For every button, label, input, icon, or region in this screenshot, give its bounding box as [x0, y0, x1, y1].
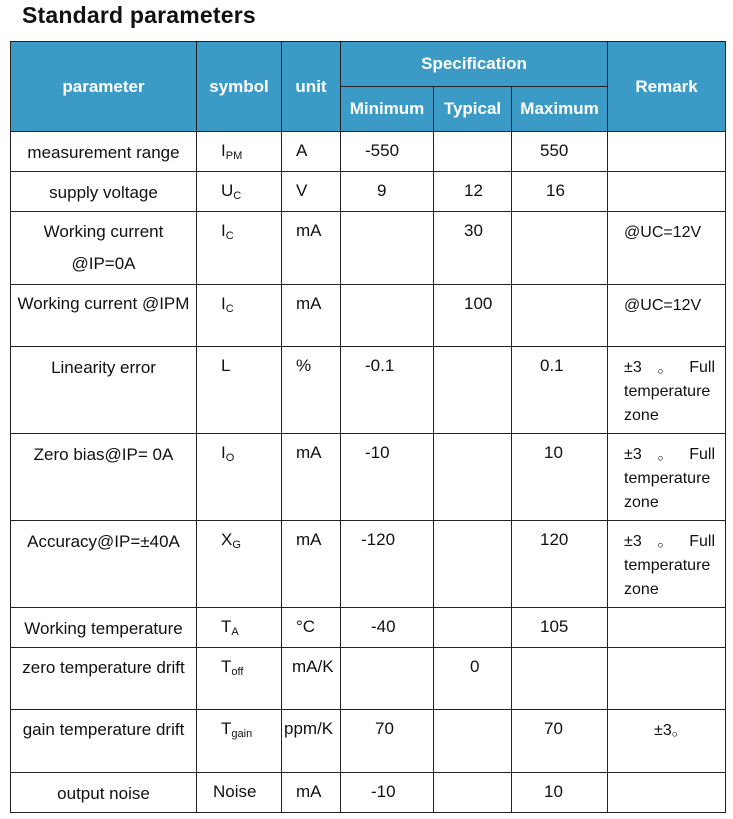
cell-maximum: 10 — [512, 773, 608, 813]
cell-typical: 0 — [434, 648, 512, 710]
cell-maximum: 70 — [512, 710, 608, 773]
cell-remark — [608, 172, 726, 212]
table-row — [11, 172, 726, 212]
cell-remark — [608, 608, 726, 648]
cell-remark — [608, 132, 726, 172]
cell-minimum: -10 — [341, 773, 434, 813]
page-title: Standard parameters — [22, 2, 256, 28]
table-row — [11, 521, 726, 608]
cell-typical — [434, 434, 512, 521]
cell-typical: 100 — [434, 285, 512, 347]
cell-symbol: IPM — [197, 132, 282, 172]
cell-minimum: -550 — [341, 132, 434, 172]
cell-parameter: Linearity error — [11, 347, 197, 434]
cell-typical: 30 — [434, 212, 512, 285]
cell-parameter: gain temperature drift — [11, 710, 197, 773]
cell-typical — [434, 773, 512, 813]
table-row — [11, 608, 726, 648]
cell-parameter: measurement range — [11, 132, 197, 172]
cell-minimum: -40 — [341, 608, 434, 648]
cell-unit: mA — [282, 285, 341, 347]
header-parameter: parameter — [11, 42, 197, 132]
cell-minimum — [341, 285, 434, 347]
cell-unit: mA — [282, 434, 341, 521]
table-row — [11, 434, 726, 521]
cell-remark: @UC=12V — [608, 285, 726, 347]
cell-maximum: 550 — [512, 132, 608, 172]
cell-typical — [434, 710, 512, 773]
cell-unit: V — [282, 172, 341, 212]
header-minimum: Minimum — [341, 87, 434, 132]
cell-unit: % — [282, 347, 341, 434]
table-row — [11, 132, 726, 172]
cell-symbol: XG — [197, 521, 282, 608]
table-row — [11, 285, 726, 347]
cell-minimum — [341, 648, 434, 710]
cell-symbol: UC — [197, 172, 282, 212]
cell-symbol: IC — [197, 285, 282, 347]
cell-maximum — [512, 212, 608, 285]
cell-symbol: IC — [197, 212, 282, 285]
cell-symbol: Tgain — [197, 710, 282, 773]
cell-unit: A — [282, 132, 341, 172]
cell-remark — [608, 773, 726, 813]
cell-maximum: 105 — [512, 608, 608, 648]
cell-parameter: zero temperature drift — [11, 648, 197, 710]
header-specification: Specification — [341, 42, 608, 87]
cell-symbol: TA — [197, 608, 282, 648]
cell-remark: ±3 。 Full temperature zone — [608, 434, 726, 521]
table-row — [11, 347, 726, 434]
cell-remark: ±3 。 Full temperature zone — [608, 347, 726, 434]
header-remark: Remark — [608, 42, 726, 132]
cell-unit: mA — [282, 773, 341, 813]
cell-maximum: 120 — [512, 521, 608, 608]
cell-remark — [608, 648, 726, 710]
cell-remark: ±3 。 Full temperature zone — [608, 521, 726, 608]
table-row — [11, 212, 726, 285]
cell-maximum — [512, 648, 608, 710]
cell-minimum — [341, 212, 434, 285]
cell-symbol: L — [197, 347, 282, 434]
cell-parameter: output noise — [11, 773, 197, 813]
cell-typical — [434, 132, 512, 172]
cell-minimum: -0.1 — [341, 347, 434, 434]
cell-remark: @UC=12V — [608, 212, 726, 285]
cell-unit: ppm/K — [282, 710, 341, 773]
cell-symbol: IO — [197, 434, 282, 521]
cell-typical — [434, 347, 512, 434]
cell-parameter: Working temperature — [11, 608, 197, 648]
header-maximum: Maximum — [512, 87, 608, 132]
cell-minimum: -10 — [341, 434, 434, 521]
table-row — [11, 648, 726, 710]
cell-typical — [434, 608, 512, 648]
table-row — [11, 710, 726, 773]
cell-symbol: Toff — [197, 648, 282, 710]
header-symbol: symbol — [197, 42, 282, 132]
cell-parameter: Accuracy@IP=±40A — [11, 521, 197, 608]
header-typical: Typical — [434, 87, 512, 132]
header-unit: unit — [282, 42, 341, 132]
cell-minimum: -120 — [341, 521, 434, 608]
cell-typical: 12 — [434, 172, 512, 212]
parameters-table — [10, 41, 726, 813]
cell-minimum: 9 — [341, 172, 434, 212]
cell-maximum: 10 — [512, 434, 608, 521]
cell-maximum: 16 — [512, 172, 608, 212]
cell-typical — [434, 521, 512, 608]
cell-symbol: Noise — [197, 773, 282, 813]
cell-unit: mA/K — [282, 648, 341, 710]
cell-parameter: Working current @IP=0A — [11, 212, 197, 285]
cell-unit: mA — [282, 212, 341, 285]
cell-parameter: Zero bias@IP= 0A — [11, 434, 197, 521]
cell-maximum: 0.1 — [512, 347, 608, 434]
table-row — [11, 773, 726, 813]
cell-remark: ±3。 — [608, 710, 726, 773]
cell-parameter: Working current @IPM — [11, 285, 197, 347]
cell-unit: °C — [282, 608, 341, 648]
cell-parameter: supply voltage — [11, 172, 197, 212]
cell-unit: mA — [282, 521, 341, 608]
cell-maximum — [512, 285, 608, 347]
cell-minimum: 70 — [341, 710, 434, 773]
